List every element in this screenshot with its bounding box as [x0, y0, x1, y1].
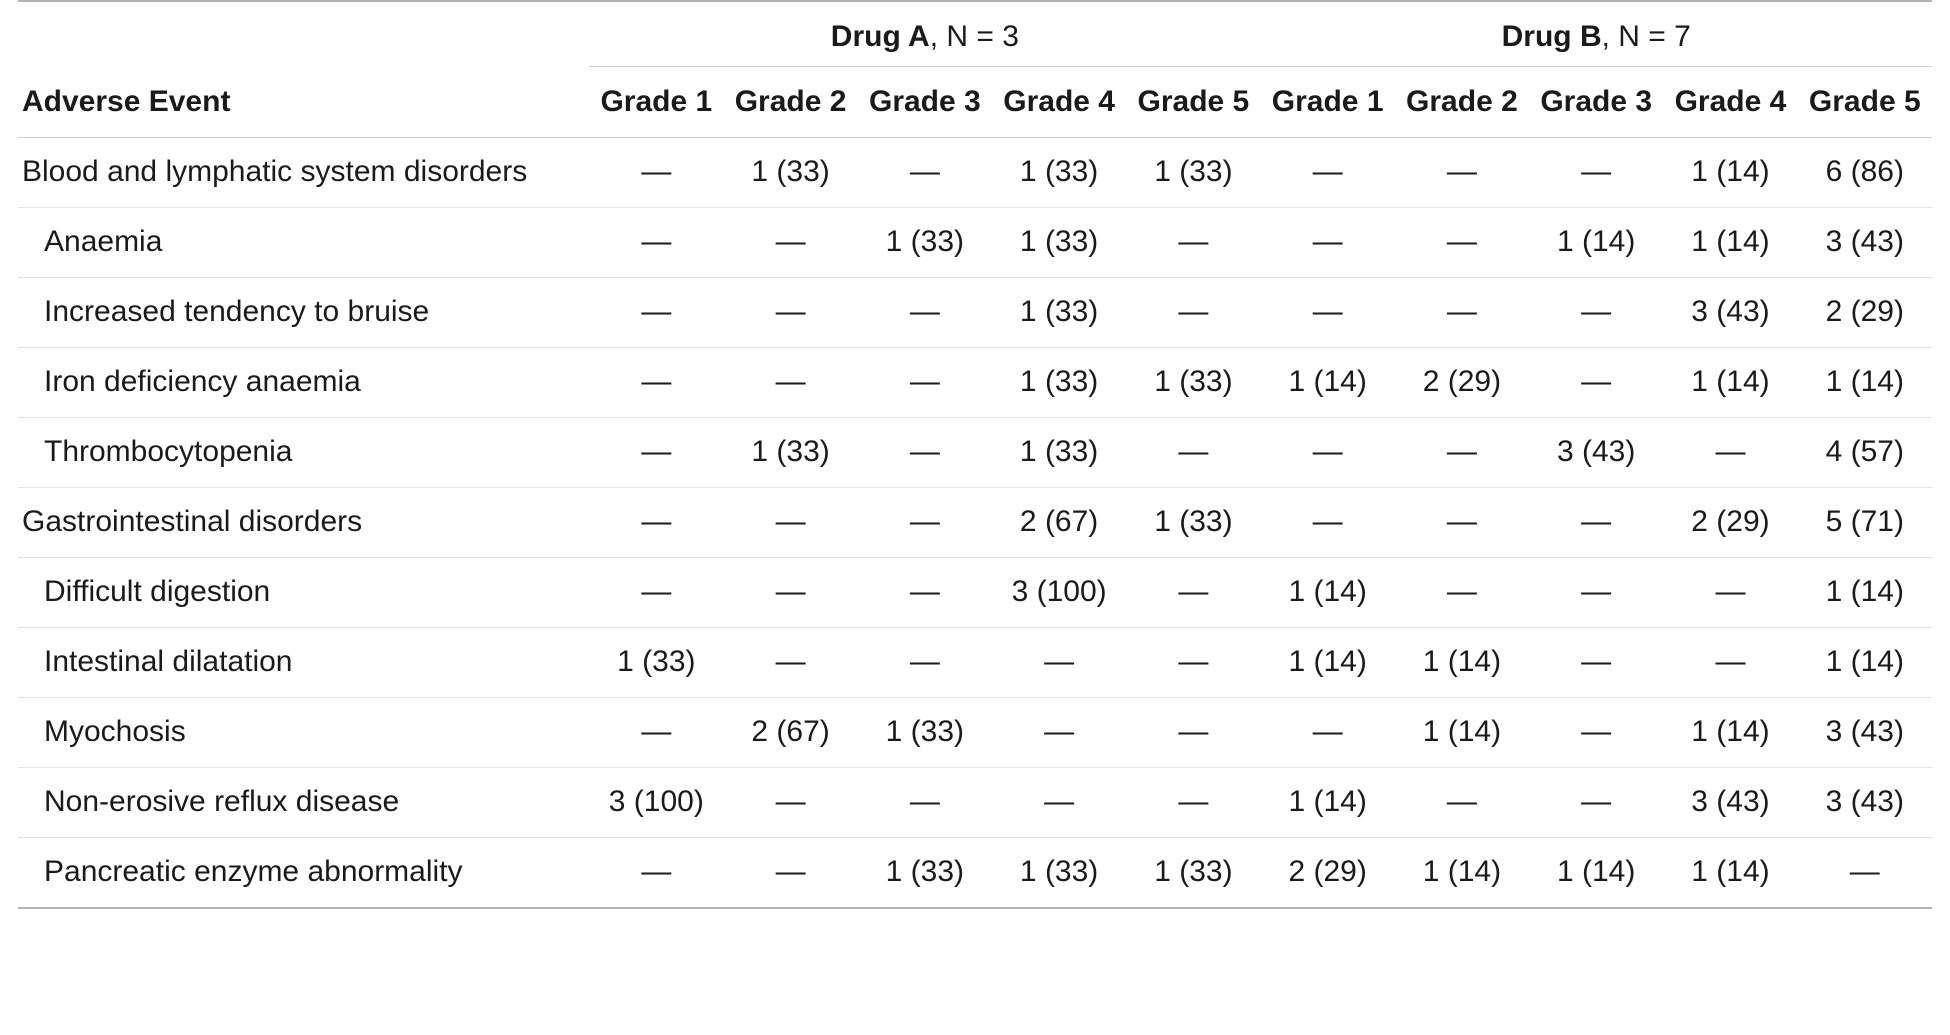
- cell: —: [1663, 558, 1797, 628]
- cell: 1 (14): [1261, 348, 1395, 418]
- cell: 1 (33): [858, 698, 992, 768]
- cell: 1 (33): [589, 628, 723, 698]
- cell: 3 (100): [589, 768, 723, 838]
- cell: 3 (43): [1798, 768, 1932, 838]
- table-row: [18, 768, 1932, 838]
- cell: —: [858, 558, 992, 628]
- cell: 3 (43): [1663, 768, 1797, 838]
- cell: —: [589, 698, 723, 768]
- cell: 1 (14): [1395, 838, 1529, 909]
- cell: 6 (86): [1798, 138, 1932, 208]
- cell: —: [1395, 768, 1529, 838]
- column-header-a-grade-4: Grade 4: [992, 67, 1126, 138]
- cell: —: [723, 278, 857, 348]
- cell: —: [723, 628, 857, 698]
- cell: —: [589, 488, 723, 558]
- cell: 1 (14): [1395, 628, 1529, 698]
- table-header: [18, 1, 1932, 138]
- cell: 1 (14): [1529, 208, 1663, 278]
- cell: 5 (71): [1798, 488, 1932, 558]
- cell: —: [723, 768, 857, 838]
- cell: —: [1261, 138, 1395, 208]
- cell: 1 (33): [1126, 488, 1260, 558]
- cell: —: [1261, 208, 1395, 278]
- group-header-drug-a: [589, 12, 1260, 67]
- column-header-b-grade-5: Grade 5: [1798, 67, 1932, 138]
- group-header-blank: [18, 12, 589, 67]
- table-row: [18, 138, 1932, 208]
- cell: 1 (14): [1798, 558, 1932, 628]
- table-row: [18, 418, 1932, 488]
- cell: 2 (29): [1663, 488, 1797, 558]
- cell: —: [858, 348, 992, 418]
- group-b-n: , N = 7: [1601, 20, 1691, 53]
- cell: —: [1529, 138, 1663, 208]
- cell: 1 (33): [992, 278, 1126, 348]
- cell: —: [1395, 558, 1529, 628]
- table-top-rule: [18, 1, 1932, 12]
- cell: 1 (33): [858, 208, 992, 278]
- cell: —: [1663, 628, 1797, 698]
- cell: 1 (33): [992, 418, 1126, 488]
- cell: —: [858, 488, 992, 558]
- cell: 2 (67): [992, 488, 1126, 558]
- cell: —: [992, 698, 1126, 768]
- cell: 2 (29): [1261, 838, 1395, 909]
- cell: —: [589, 348, 723, 418]
- cell: —: [1529, 628, 1663, 698]
- cell: 1 (14): [1663, 838, 1797, 909]
- group-b-name: Drug B: [1501, 20, 1602, 53]
- cell: —: [1395, 208, 1529, 278]
- cell: —: [858, 418, 992, 488]
- cell: 3 (43): [1529, 418, 1663, 488]
- table-row: [18, 628, 1932, 698]
- row-label: Myochosis: [18, 698, 589, 768]
- cell: —: [992, 768, 1126, 838]
- cell: —: [1261, 278, 1395, 348]
- cell: —: [858, 628, 992, 698]
- table-row: [18, 488, 1932, 558]
- cell: 2 (29): [1798, 278, 1932, 348]
- column-header-b-grade-4: Grade 4: [1663, 67, 1797, 138]
- table-body: [18, 138, 1932, 916]
- cell: 1 (33): [1126, 348, 1260, 418]
- column-header-a-grade-1: Grade 1: [589, 67, 723, 138]
- cell: —: [1529, 278, 1663, 348]
- cell: 1 (14): [1663, 348, 1797, 418]
- cell: —: [723, 488, 857, 558]
- row-label: Blood and lymphatic system disorders: [18, 138, 589, 208]
- cell: —: [723, 558, 857, 628]
- cell: 1 (33): [858, 838, 992, 909]
- cell: —: [1395, 278, 1529, 348]
- cell: 1 (14): [1261, 628, 1395, 698]
- column-header-adverse-event: Adverse Event: [18, 67, 589, 138]
- cell: —: [589, 278, 723, 348]
- column-header-a-grade-5: Grade 5: [1126, 67, 1260, 138]
- cell: —: [992, 628, 1126, 698]
- cell: 1 (33): [992, 208, 1126, 278]
- cell: 1 (14): [1261, 558, 1395, 628]
- cell: 1 (33): [992, 838, 1126, 909]
- cell: 1 (14): [1395, 698, 1529, 768]
- cell: —: [1529, 488, 1663, 558]
- cell: —: [1126, 628, 1260, 698]
- cell: 4 (57): [1798, 418, 1932, 488]
- row-label: Gastrointestinal disorders: [18, 488, 589, 558]
- cell: 1 (33): [1126, 138, 1260, 208]
- cell: 3 (43): [1798, 698, 1932, 768]
- column-header-b-grade-2: Grade 2: [1395, 67, 1529, 138]
- cell: —: [1126, 558, 1260, 628]
- cell: —: [858, 278, 992, 348]
- cell: 3 (100): [992, 558, 1126, 628]
- cell: 1 (14): [1663, 138, 1797, 208]
- column-header-b-grade-3: Grade 3: [1529, 67, 1663, 138]
- row-label: Difficult digestion: [18, 558, 589, 628]
- cell: —: [589, 138, 723, 208]
- cell: —: [1395, 138, 1529, 208]
- cell: —: [723, 348, 857, 418]
- cell: —: [723, 838, 857, 909]
- group-a-n: , N = 3: [929, 20, 1019, 53]
- adverse-event-table: [18, 0, 1932, 915]
- column-header-a-grade-2: Grade 2: [723, 67, 857, 138]
- cell: 1 (33): [723, 418, 857, 488]
- cell: —: [1261, 698, 1395, 768]
- table-row: [18, 348, 1932, 418]
- cell: —: [858, 138, 992, 208]
- cell: 1 (14): [1663, 208, 1797, 278]
- table-row: [18, 208, 1932, 278]
- cell: —: [1126, 278, 1260, 348]
- cell: —: [1126, 418, 1260, 488]
- cell: —: [1261, 488, 1395, 558]
- group-header-drug-b: [1261, 12, 1932, 67]
- cell: 1 (33): [723, 138, 857, 208]
- cell: 1 (33): [992, 348, 1126, 418]
- cell: —: [1261, 418, 1395, 488]
- cell: 3 (43): [1663, 278, 1797, 348]
- cell: 1 (14): [1261, 768, 1395, 838]
- column-header-b-grade-1: Grade 1: [1261, 67, 1395, 138]
- cell: —: [589, 208, 723, 278]
- group-header-row: [18, 12, 1932, 67]
- table-row: [18, 838, 1932, 909]
- cell: —: [1529, 698, 1663, 768]
- row-label: Thrombocytopenia: [18, 418, 589, 488]
- row-label: Non-erosive reflux disease: [18, 768, 589, 838]
- cell: —: [1126, 698, 1260, 768]
- row-label: Iron deficiency anaemia: [18, 348, 589, 418]
- cell: —: [1529, 768, 1663, 838]
- cell: —: [589, 558, 723, 628]
- cell: —: [1529, 348, 1663, 418]
- cell: —: [858, 768, 992, 838]
- cell: 3 (43): [1798, 208, 1932, 278]
- table-row: [18, 558, 1932, 628]
- cell: 2 (29): [1395, 348, 1529, 418]
- cell: —: [589, 418, 723, 488]
- table-row: [18, 278, 1932, 348]
- cell: 1 (14): [1529, 838, 1663, 909]
- cell: 1 (33): [1126, 838, 1260, 909]
- cell: —: [1663, 418, 1797, 488]
- cell: —: [1529, 558, 1663, 628]
- cell: —: [1126, 768, 1260, 838]
- cell: —: [1395, 418, 1529, 488]
- column-header-row: [18, 67, 1932, 138]
- table-bottom-rule: [18, 908, 1932, 915]
- row-label: Anaemia: [18, 208, 589, 278]
- cell: —: [1395, 488, 1529, 558]
- cell: 1 (14): [1663, 698, 1797, 768]
- column-header-a-grade-3: Grade 3: [858, 67, 992, 138]
- cell: —: [1798, 838, 1932, 909]
- cell: —: [1126, 208, 1260, 278]
- table-row: [18, 698, 1932, 768]
- cell: 1 (14): [1798, 348, 1932, 418]
- cell: 1 (14): [1798, 628, 1932, 698]
- row-label: Increased tendency to bruise: [18, 278, 589, 348]
- cell: —: [723, 208, 857, 278]
- group-a-name: Drug A: [830, 20, 930, 53]
- cell: 2 (67): [723, 698, 857, 768]
- cell: —: [589, 838, 723, 909]
- cell: 1 (33): [992, 138, 1126, 208]
- row-label: Pancreatic enzyme abnormality: [18, 838, 589, 909]
- row-label: Intestinal dilatation: [18, 628, 589, 698]
